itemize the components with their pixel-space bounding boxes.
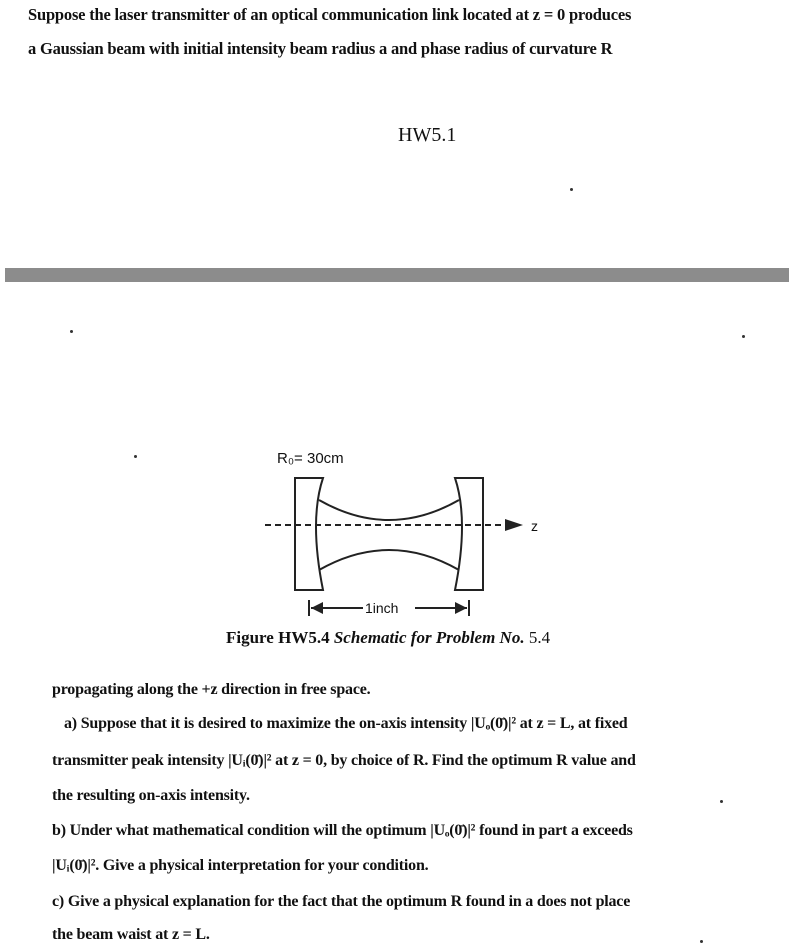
axis-arrow-icon: [505, 519, 523, 531]
speck: [700, 940, 703, 943]
problem-intro-line-1: Suppose the laser transmitter of an optical communication link located at z = 0 produces: [28, 5, 632, 24]
dimension-arrow-right-icon: [455, 602, 467, 614]
right-mirror: [455, 478, 483, 590]
part-c-line-1: c) Give a physical explanation for the fact that the optimum R found in a does not place: [52, 893, 631, 910]
caption-number: 5.4: [528, 628, 551, 647]
caption-label: Figure HW5.4: [226, 628, 330, 647]
beam-lower-edge: [319, 550, 459, 570]
part-a-line-1: a) Suppose that it is desired to maximize the on-axis intensity |Uₒ(0̄)|² at z = L, at fixed: [64, 715, 628, 732]
speck: [720, 800, 723, 803]
body-line-1: propagating along the +z direction in free space.: [52, 681, 371, 698]
problem-intro-line-2: a Gaussian beam with initial intensity beam radius a and phase radius of curvature R: [28, 39, 613, 58]
figure-caption: [226, 628, 550, 648]
speck: [134, 455, 137, 458]
left-mirror: [295, 478, 323, 590]
part-b-line-2: |Uᵢ(0̄)|². Give a physical interpretation for your condition.: [52, 857, 429, 874]
speck: [742, 335, 745, 338]
speck: [570, 188, 573, 191]
hw-title: HW5.1: [398, 124, 457, 146]
r0-label: R₀= 30cm: [277, 450, 344, 467]
speck: [70, 330, 73, 333]
part-a-line-3: the resulting on-axis intensity.: [52, 787, 250, 804]
part-c-line-2: the beam waist at z = L.: [52, 926, 210, 943]
part-b-line-1: b) Under what mathematical condition will the optimum |Uₒ(0̄)|² found in part a exceeds: [52, 822, 633, 839]
beam-upper-edge: [319, 500, 459, 520]
section-divider: [5, 268, 789, 282]
caption-text: Schematic for Problem No.: [333, 628, 525, 647]
resonator-schematic: [265, 430, 565, 630]
axis-label: z: [531, 518, 538, 534]
part-a-line-2: transmitter peak intensity |Uᵢ(0̄)|² at z = 0, by choice of R. Find the optimum R value and: [52, 752, 636, 769]
dimension-arrow-left-icon: [311, 602, 323, 614]
dimension-label: 1inch: [365, 600, 399, 616]
